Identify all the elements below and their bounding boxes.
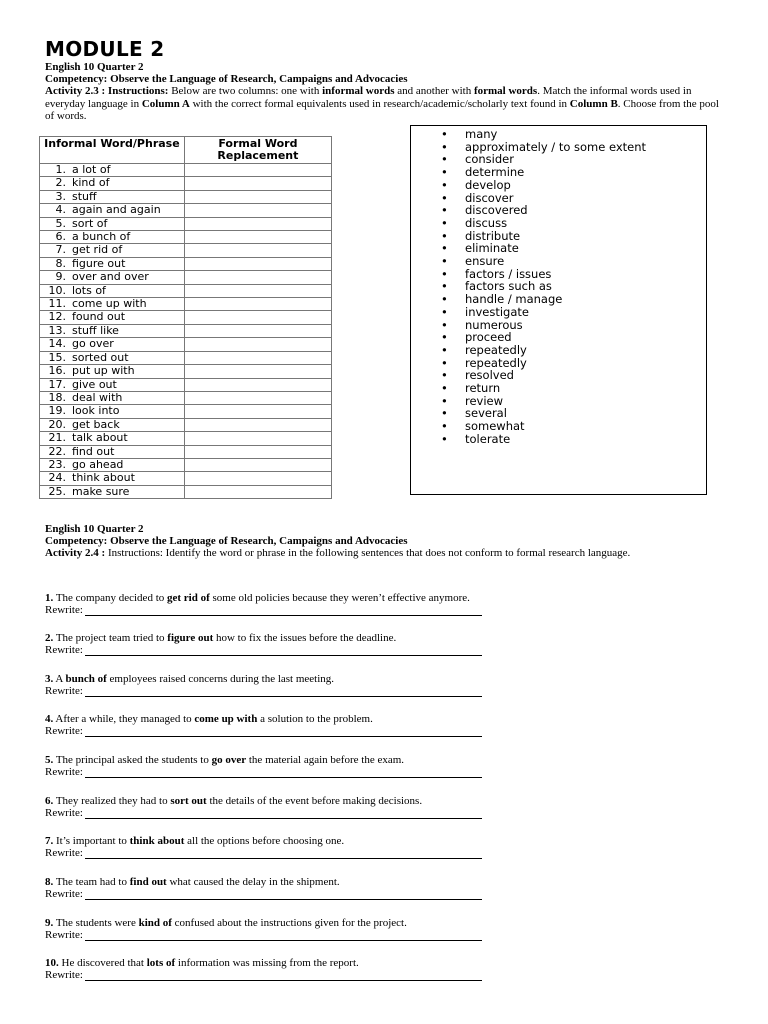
informal-word-cell bbox=[40, 311, 185, 324]
rewrite-answer-line[interactable] bbox=[85, 605, 482, 616]
table-row bbox=[40, 485, 332, 498]
sentence-text bbox=[45, 957, 745, 969]
sentence-item bbox=[45, 713, 745, 737]
sentence-pre: It’s important to bbox=[56, 835, 127, 847]
sentence-item bbox=[45, 754, 745, 778]
rewrite-label: Rewrite: bbox=[45, 888, 83, 900]
word-pool-item: • handle / manage bbox=[441, 293, 706, 306]
formal-replacement-cell[interactable] bbox=[184, 324, 331, 337]
informal-word: come up with bbox=[72, 297, 147, 311]
row-number: 10. bbox=[48, 283, 66, 297]
sentence-number: 4. bbox=[45, 713, 54, 725]
row-number: 2. bbox=[55, 176, 66, 190]
sentence-text bbox=[45, 835, 745, 847]
table-row bbox=[40, 190, 332, 203]
sentence-pre: The project team tried to bbox=[55, 632, 165, 644]
informal-word: a lot of bbox=[72, 163, 111, 176]
table-row bbox=[40, 217, 332, 230]
sentence-number: 3. bbox=[45, 673, 54, 685]
table-row bbox=[40, 298, 332, 311]
row-number: 13. bbox=[48, 323, 66, 337]
word-pool-item: • consider bbox=[441, 153, 706, 166]
row-number: 11. bbox=[48, 297, 66, 311]
informal-word-cell bbox=[40, 324, 185, 337]
formal-replacement-cell[interactable] bbox=[184, 298, 331, 311]
table-row bbox=[40, 231, 332, 244]
sentence-pre: After a while, they managed to bbox=[55, 713, 192, 725]
sentence-pre: A bbox=[55, 673, 63, 685]
informal-word-cell bbox=[40, 190, 185, 203]
word-pool-item: • repeatedly bbox=[441, 357, 706, 370]
rewrite-row bbox=[45, 766, 745, 778]
sentence-pre: The principal asked the students to bbox=[55, 754, 209, 766]
table-row bbox=[40, 204, 332, 217]
word-pool-item: • numerous bbox=[441, 319, 706, 332]
table-row bbox=[40, 445, 332, 458]
row-number: 5. bbox=[55, 216, 66, 230]
rewrite-answer-line[interactable] bbox=[85, 645, 482, 656]
informal-word-cell bbox=[40, 298, 185, 311]
informal-phrase: kind of bbox=[138, 917, 172, 929]
word-pool-item: • discuss bbox=[441, 217, 706, 230]
informal-word-cell bbox=[40, 338, 185, 351]
sentence-item bbox=[45, 795, 745, 819]
sentence-item bbox=[45, 835, 745, 859]
sentence-number: 10. bbox=[45, 957, 59, 969]
rewrite-row bbox=[45, 847, 745, 859]
informal-word: find out bbox=[72, 444, 115, 458]
sentence-item bbox=[45, 917, 745, 941]
rewrite-answer-line[interactable] bbox=[85, 726, 482, 737]
rewrite-label: Rewrite: bbox=[45, 685, 83, 697]
table-row bbox=[40, 244, 332, 257]
row-number: 14. bbox=[48, 337, 66, 351]
informal-word-cell bbox=[40, 485, 185, 498]
formal-replacement-cell[interactable] bbox=[184, 204, 331, 217]
row-number: 20. bbox=[48, 417, 66, 431]
informal-word: go over bbox=[72, 337, 114, 351]
rewrite-label: Rewrite: bbox=[45, 847, 83, 859]
informal-word: sort of bbox=[72, 216, 108, 230]
word-pool-item: • somewhat bbox=[441, 420, 706, 433]
sentence-number: 9. bbox=[45, 917, 54, 929]
instructions-a: Activity 2.3 : Instructions: Below are two columns: one with informal words and another with formal words. Match the informal words used in everyday language in Column A with the correct formal equivalents used in research/academic/scholarly text found in Column B. Choose from the pool of words. bbox=[45, 85, 719, 122]
word-pool-item: • determine bbox=[441, 166, 706, 179]
word-pool-item: • tolerate bbox=[441, 433, 706, 446]
informal-phrase: bunch of bbox=[65, 673, 107, 685]
instructions-b: Activity 2.4 : Instructions: Identify the word or phrase in the following sentences that does not conform to formal research language. bbox=[45, 547, 631, 559]
row-number: 25. bbox=[48, 484, 66, 498]
matching-table bbox=[39, 136, 332, 499]
row-number: 4. bbox=[55, 203, 66, 217]
sentence-pre: The team had to bbox=[55, 876, 127, 888]
sentence-pre: The company decided to bbox=[55, 592, 165, 604]
word-pool-item: • several bbox=[441, 407, 706, 420]
row-number: 1. bbox=[55, 163, 66, 176]
rewrite-answer-line[interactable] bbox=[85, 889, 482, 900]
informal-word-cell bbox=[40, 244, 185, 257]
formal-replacement-cell[interactable] bbox=[184, 458, 331, 471]
sentence-post: how to fix the issues before the deadline. bbox=[215, 632, 397, 644]
course-heading-b: English 10 Quarter 2 bbox=[45, 523, 144, 535]
sentence-text bbox=[45, 673, 745, 685]
sentence-item bbox=[45, 957, 745, 981]
rewrite-row bbox=[45, 725, 745, 737]
word-pool-item: • develop bbox=[441, 179, 706, 192]
row-number: 7. bbox=[55, 243, 66, 257]
informal-word-cell bbox=[40, 472, 185, 485]
formal-replacement-cell[interactable] bbox=[184, 472, 331, 485]
informal-word-cell bbox=[40, 445, 185, 458]
sentence-text bbox=[45, 795, 745, 807]
row-number: 8. bbox=[55, 256, 66, 270]
informal-word: give out bbox=[72, 377, 117, 391]
word-pool-item: • factors / issues bbox=[441, 268, 706, 281]
column-b-header: Formal Word Replacement bbox=[184, 137, 331, 164]
informal-word: stuff bbox=[72, 189, 97, 203]
sentence-post: all the options before choosing one. bbox=[187, 835, 345, 847]
informal-word: kind of bbox=[72, 176, 110, 190]
table-row bbox=[40, 257, 332, 270]
table-row bbox=[40, 458, 332, 471]
word-pool-item: • discovered bbox=[441, 204, 706, 217]
sentence-text bbox=[45, 917, 745, 929]
table-row bbox=[40, 324, 332, 337]
word-pool-list bbox=[411, 126, 706, 446]
informal-word-cell bbox=[40, 365, 185, 378]
table-row bbox=[40, 472, 332, 485]
rewrite-row bbox=[45, 888, 745, 900]
informal-phrase: figure out bbox=[167, 632, 214, 644]
informal-word: lots of bbox=[72, 283, 106, 297]
formal-replacement-cell[interactable] bbox=[184, 391, 331, 404]
sentence-post: some old policies because they weren’t effective anymore. bbox=[212, 592, 470, 604]
sentence-post: the details of the event before making decisions. bbox=[209, 795, 423, 807]
row-number: 17. bbox=[48, 377, 66, 391]
sentence-post: what caused the delay in the shipment. bbox=[169, 876, 340, 888]
course-heading-a: English 10 Quarter 2 bbox=[45, 61, 144, 73]
word-pool-item: • investigate bbox=[441, 306, 706, 319]
informal-word: talk about bbox=[72, 431, 128, 445]
table-row bbox=[40, 418, 332, 431]
informal-word: get back bbox=[72, 417, 120, 431]
word-pool-item: • eliminate bbox=[441, 242, 706, 255]
informal-phrase: get rid of bbox=[167, 592, 210, 604]
informal-word: deal with bbox=[72, 390, 123, 404]
formal-replacement-cell[interactable] bbox=[184, 418, 331, 431]
rewrite-answer-line[interactable] bbox=[85, 970, 482, 981]
sentence-item bbox=[45, 673, 745, 697]
sentence-number: 2. bbox=[45, 632, 54, 644]
formal-replacement-cell[interactable] bbox=[184, 217, 331, 230]
informal-word-cell bbox=[40, 418, 185, 431]
competency-line-a: Competency: Observe the Language of Research, Campaigns and Advocacies bbox=[45, 73, 408, 85]
row-number: 24. bbox=[48, 471, 66, 485]
rewrite-label: Rewrite: bbox=[45, 969, 83, 981]
informal-word: figure out bbox=[72, 256, 126, 270]
informal-word-cell bbox=[40, 405, 185, 418]
informal-word-cell bbox=[40, 204, 185, 217]
formal-replacement-cell[interactable] bbox=[184, 378, 331, 391]
sentence-text bbox=[45, 592, 745, 604]
rewrite-label: Rewrite: bbox=[45, 807, 83, 819]
informal-word-cell bbox=[40, 271, 185, 284]
row-number: 15. bbox=[48, 350, 66, 364]
table-row bbox=[40, 338, 332, 351]
word-pool-item: • factors such as bbox=[441, 280, 706, 293]
formal-replacement-cell[interactable] bbox=[184, 365, 331, 378]
informal-word-cell bbox=[40, 351, 185, 364]
word-pool-item: • discover bbox=[441, 192, 706, 205]
word-pool-item: • many bbox=[441, 128, 706, 141]
informal-word-cell bbox=[40, 164, 185, 177]
informal-word: go ahead bbox=[72, 457, 124, 471]
formal-replacement-cell[interactable] bbox=[184, 257, 331, 270]
row-number: 12. bbox=[48, 310, 66, 324]
word-pool-item: • approximately / to some extent bbox=[441, 141, 706, 154]
formal-replacement-cell[interactable] bbox=[184, 485, 331, 498]
table-header-row bbox=[40, 137, 332, 164]
formal-replacement-cell[interactable] bbox=[184, 284, 331, 297]
rewrite-row bbox=[45, 929, 745, 941]
rewrite-label: Rewrite: bbox=[45, 929, 83, 941]
rewrite-label: Rewrite: bbox=[45, 725, 83, 737]
table-row bbox=[40, 284, 332, 297]
sentence-number: 5. bbox=[45, 754, 54, 766]
row-number: 18. bbox=[48, 390, 66, 404]
sentence-number: 1. bbox=[45, 592, 54, 604]
sentence-item bbox=[45, 592, 745, 616]
rewrite-answer-line[interactable] bbox=[85, 848, 482, 859]
sentence-number: 6. bbox=[45, 795, 54, 807]
informal-phrase: lots of bbox=[146, 957, 176, 969]
sentence-pre: The students were bbox=[55, 917, 136, 929]
informal-phrase: find out bbox=[129, 876, 167, 888]
informal-word-cell bbox=[40, 458, 185, 471]
formal-replacement-cell[interactable] bbox=[184, 432, 331, 445]
row-number: 3. bbox=[55, 189, 66, 203]
rewrite-label: Rewrite: bbox=[45, 766, 83, 778]
rewrite-answer-line[interactable] bbox=[85, 930, 482, 941]
sentence-post: confused about the instructions given for the project. bbox=[174, 917, 407, 929]
rewrite-answer-line[interactable] bbox=[85, 767, 482, 778]
informal-word-cell bbox=[40, 432, 185, 445]
table-row bbox=[40, 378, 332, 391]
formal-replacement-cell[interactable] bbox=[184, 164, 331, 177]
informal-phrase: come up with bbox=[194, 713, 258, 725]
informal-word-cell bbox=[40, 217, 185, 230]
sentence-item bbox=[45, 632, 745, 656]
row-number: 19. bbox=[48, 404, 66, 418]
informal-word-cell bbox=[40, 231, 185, 244]
informal-phrase: think about bbox=[129, 835, 185, 847]
table-row bbox=[40, 405, 332, 418]
informal-word: get rid of bbox=[72, 243, 123, 257]
competency-line-b: Competency: Observe the Language of Research, Campaigns and Advocacies bbox=[45, 535, 408, 547]
informal-word: make sure bbox=[72, 484, 130, 498]
sentence-number: 8. bbox=[45, 876, 54, 888]
rewrite-row bbox=[45, 807, 745, 819]
word-pool-item: • return bbox=[441, 382, 706, 395]
word-pool-box bbox=[410, 125, 707, 495]
table-row bbox=[40, 164, 332, 177]
sentence-item bbox=[45, 876, 745, 900]
sentence-text bbox=[45, 713, 745, 725]
formal-replacement-cell[interactable] bbox=[184, 351, 331, 364]
informal-word: put up with bbox=[72, 364, 135, 378]
row-number: 9. bbox=[55, 270, 66, 284]
word-pool-item: • resolved bbox=[441, 369, 706, 382]
rewrite-answer-line[interactable] bbox=[85, 808, 482, 819]
informal-word-cell bbox=[40, 284, 185, 297]
sentence-post: employees raised concerns during the last meeting. bbox=[109, 673, 335, 685]
row-number: 6. bbox=[55, 230, 66, 244]
sentence-pre: He discovered that bbox=[61, 957, 144, 969]
rewrite-row bbox=[45, 644, 745, 656]
formal-replacement-cell[interactable] bbox=[184, 445, 331, 458]
sentence-pre: They realized they had to bbox=[55, 795, 168, 807]
sentence-text bbox=[45, 632, 745, 644]
sentence-text bbox=[45, 876, 745, 888]
formal-replacement-cell[interactable] bbox=[184, 271, 331, 284]
column-a-header: Informal Word/Phrase bbox=[40, 137, 185, 164]
row-number: 16. bbox=[48, 364, 66, 378]
word-pool-item: • repeatedly bbox=[441, 344, 706, 357]
informal-word: think about bbox=[72, 471, 135, 485]
rewrite-label: Rewrite: bbox=[45, 604, 83, 616]
word-pool-item: • distribute bbox=[441, 230, 706, 243]
rewrite-label: Rewrite: bbox=[45, 644, 83, 656]
sentence-post: information was missing from the report. bbox=[177, 957, 359, 969]
formal-replacement-cell[interactable] bbox=[184, 190, 331, 203]
informal-word-cell bbox=[40, 391, 185, 404]
sentence-post: the material again before the exam. bbox=[248, 754, 405, 766]
informal-phrase: sort out bbox=[170, 795, 207, 807]
informal-word-cell bbox=[40, 177, 185, 190]
formal-replacement-cell[interactable] bbox=[184, 311, 331, 324]
formal-replacement-cell[interactable] bbox=[184, 244, 331, 257]
formal-replacement-cell[interactable] bbox=[184, 405, 331, 418]
sentence-number: 7. bbox=[45, 835, 54, 847]
table-row bbox=[40, 311, 332, 324]
informal-word: sorted out bbox=[72, 350, 129, 364]
informal-word: again and again bbox=[72, 203, 161, 217]
informal-word: look into bbox=[72, 404, 120, 418]
row-number: 22. bbox=[48, 444, 66, 458]
rewrite-row bbox=[45, 685, 745, 697]
row-number: 23. bbox=[48, 457, 66, 471]
informal-word-cell bbox=[40, 378, 185, 391]
rewrite-row bbox=[45, 604, 745, 616]
sentence-text bbox=[45, 754, 745, 766]
informal-word: over and over bbox=[72, 270, 149, 284]
word-pool-item: • proceed bbox=[441, 331, 706, 344]
table-row bbox=[40, 271, 332, 284]
table-row bbox=[40, 432, 332, 445]
formal-replacement-cell[interactable] bbox=[184, 231, 331, 244]
table-row bbox=[40, 177, 332, 190]
sentence-post: a solution to the problem. bbox=[260, 713, 373, 725]
formal-replacement-cell[interactable] bbox=[184, 338, 331, 351]
word-pool-item: • review bbox=[441, 395, 706, 408]
informal-word: found out bbox=[72, 310, 126, 324]
table-row bbox=[40, 365, 332, 378]
table-row bbox=[40, 351, 332, 364]
table-row bbox=[40, 391, 332, 404]
informal-word: a bunch of bbox=[72, 230, 131, 244]
formal-replacement-cell[interactable] bbox=[184, 177, 331, 190]
informal-phrase: go over bbox=[211, 754, 247, 766]
informal-word-cell bbox=[40, 257, 185, 270]
rewrite-row bbox=[45, 969, 745, 981]
informal-word: stuff like bbox=[72, 323, 119, 337]
word-pool-item: • ensure bbox=[441, 255, 706, 268]
row-number: 21. bbox=[48, 431, 66, 445]
rewrite-answer-line[interactable] bbox=[85, 686, 482, 697]
module-title: MODULE 2 bbox=[45, 37, 165, 61]
